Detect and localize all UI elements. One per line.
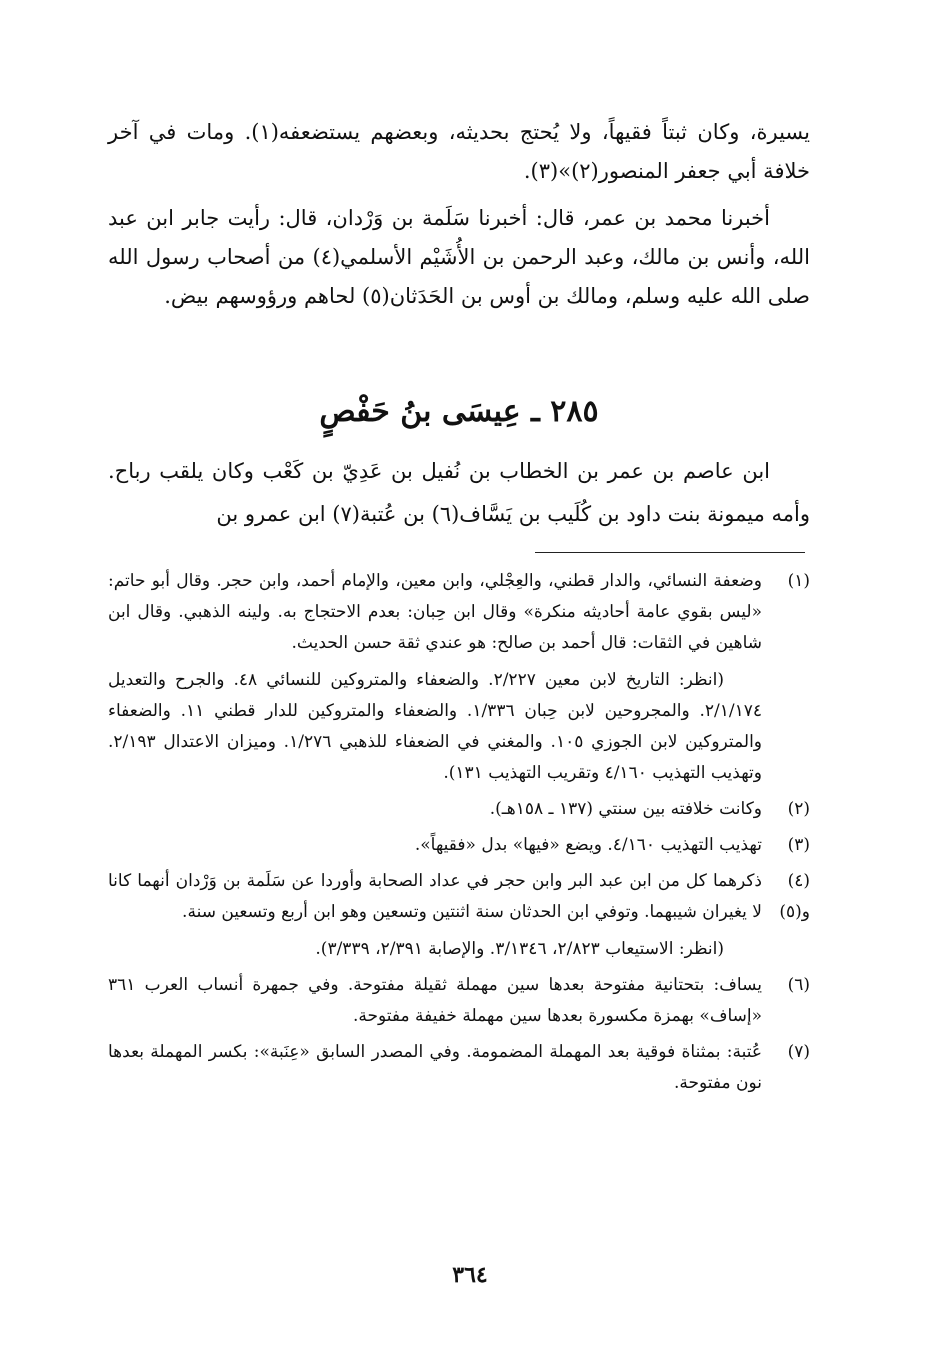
footnote-number: (٣) [787, 835, 810, 855]
footnote-number: (٧) [787, 1042, 810, 1062]
footnote-number: (٤) و(٥) [779, 871, 810, 922]
footnote-body [108, 794, 762, 825]
footnotes [108, 566, 810, 1104]
footnote-body [108, 566, 762, 789]
entry-bio [108, 450, 810, 536]
footnote-body [108, 866, 762, 965]
footnote-number: (٦) [787, 975, 810, 995]
main-text [108, 113, 810, 324]
footnote-body [108, 830, 762, 861]
footnote-reference: (انظر: التاريخ لابن معين ٢/٢٢٧. والضعفاء والمتروكين للنسائي ٤٨. والجرح والتعديل ٢/١/١٧٤. والمجروحين لابن حِبان ١/٣٣٦. والضعفاء والمتروكين للدار قطني ١١. والضعفاء والمتروكين لابن الجوزي ١٠٥. والمغني في الضعفاء للذهبي ١/٢٧٦. وميزان الاعتدال ٢/١٩٣. وتهذيب التهذيب ٤/١٦٠ وتقريب التهذيب ١٣١). [108, 670, 763, 783]
page-number: ٣٦٤ [452, 1262, 488, 1288]
footnote-body [108, 1037, 762, 1099]
footnote-divider [535, 552, 805, 553]
footnote-text: وضعفة النسائي، والدار قطني، والعِجْلي، وابن معين، والإمام أحمد، وابن حجر. وقال أبو حاتم: «ليس بقوي عامة أحاديثه منكرة» وقال ابن حِبان: بعدم الاحتجاج به. ولينه الذهبي. وقال ابن شاهين في الثقات: قال أحمد بن صالح: هو عندي ثقة حسن الحديث. [108, 571, 762, 653]
footnote-text: عُتبة: بمثناة فوقية بعد المهملة المضمومة. وفي المصدر السابق «عِنَبة»: بكسر المهملة بعدها نون مفتوحة. [108, 1042, 762, 1093]
footnote-reference: (انظر: الاستيعاب ٢/٨٢٣، ٣/١٣٤٦. والإصابة ٢/٣٩١، ٣/٣٣٩). [315, 939, 724, 959]
main-paragraph-1: يسيرة، وكان ثبتاً فقيهاً، ولا يُحتج بحديثه، وبعضهم يستضعفه(١). ومات في آخر خلافة أبي جعفر المنصور(٢)»(٣). [108, 120, 810, 183]
footnote-text: يساف: بتحتانية مفتوحة بعدها سين مهملة ثقيلة مفتوحة. وفي جمهرة أنساب العرب ٣٦١ «إساف» بهمزة مكسورة بعدها سين مهملة خفيفة مفتوحة. [108, 975, 762, 1026]
footnote-1 [108, 566, 810, 789]
footnote-body [108, 970, 762, 1032]
footnote-7 [108, 1037, 810, 1099]
footnote-4-5 [108, 866, 810, 965]
main-paragraph-2: أخبرنا محمد بن عمر، قال: أخبرنا سَلَمة بن وَرْدان، قال: رأيت جابر ابن عبد الله، وأنس بن مالك، وعبد الرحمن بن الأُشَيْم الأسلمي(٤) من أصحاب رسول الله صلى الله عليه وسلم، ومالك بن أوس بن الحَدَثان(٥) لحاهم ورؤوسهم بيض. [108, 206, 810, 308]
footnote-number: (٢) [787, 799, 810, 819]
footnote-3 [108, 830, 810, 861]
bio-paragraph: ابن عاصم بن عمر بن الخطاب بن نُفيل بن عَدِيّ بن كَعْب وكان يلقب رباح. وأمه ميمونة بنت داود بن كُلَيب بن يَسَّاف(٦) بن عُتبة(٧) ابن عمرو بن [108, 459, 810, 526]
footnote-6 [108, 970, 810, 1032]
footnote-number: (١) [787, 571, 810, 591]
footnote-2 [108, 794, 810, 825]
entry-heading: ٢٨٥ ـ عِيسَى بنُ حَفْصٍ [319, 394, 599, 429]
footnote-text: ذكرهما كل من ابن عبد البر وابن حجر في عداد الصحابة وأوردا عن سَلَمة بن وَرْدان أنهما كانا لا يغيران شيبهما. وتوفي ابن الحدثان سنة اثنتين وتسعين وهو ابن أربع وتسعين سنة. [108, 871, 762, 922]
footnote-text: تهذيب التهذيب ٤/١٦٠. ويضع «فيها» بدل «فقيهاً». [414, 835, 762, 855]
footnote-text: وكانت خلافته بين سنتي (١٣٧ ـ ١٥٨هـ). [489, 799, 762, 819]
